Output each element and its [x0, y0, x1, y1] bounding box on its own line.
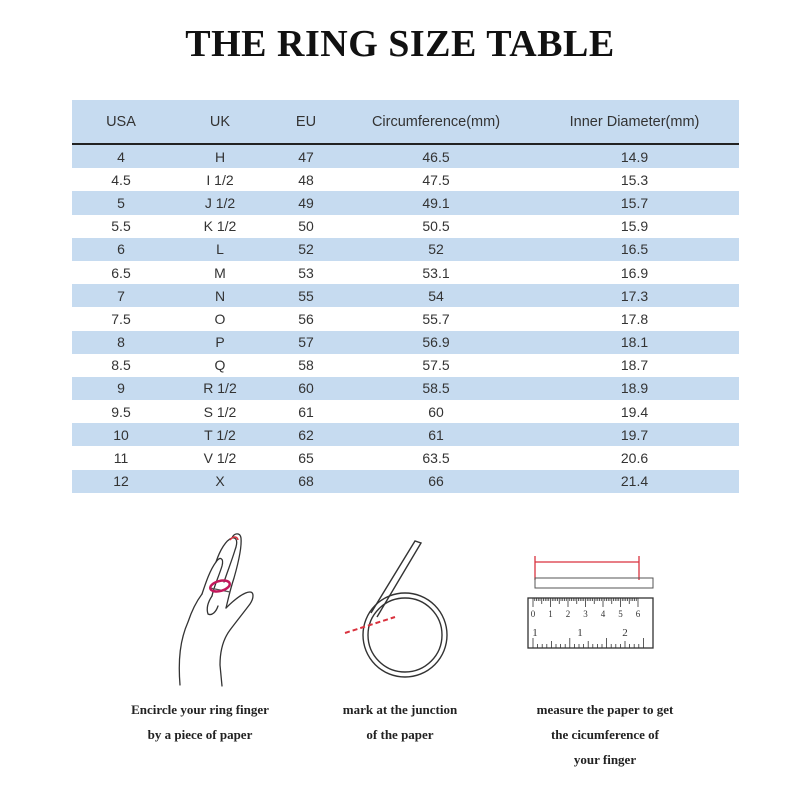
cell-usa: 8 [72, 331, 170, 354]
cell-inner-diameter: 14.9 [530, 144, 739, 168]
cell-circumference: 52 [342, 238, 530, 261]
cell-circumference: 46.5 [342, 144, 530, 168]
ruler-small-number: 1 [548, 609, 553, 619]
cell-usa: 8.5 [111, 357, 131, 374]
step1-line1: Encircle your ring finger [131, 702, 269, 717]
cell-inner-diameter: 19.4 [620, 403, 649, 420]
step1-caption [100, 697, 300, 747]
table-row [72, 446, 739, 469]
cell-inner-diameter: 16.9 [620, 264, 649, 281]
header-circumference: Circumference(mm) [342, 100, 530, 144]
cell-usa: 9.5 [111, 403, 131, 420]
table-row [72, 354, 739, 377]
hand-finger-icon [150, 530, 280, 690]
cell-eu: 61 [298, 403, 314, 420]
table-body [72, 144, 739, 493]
cell-circumference: 56.9 [342, 331, 530, 354]
ruler-large-number: 1 [532, 627, 538, 639]
cell-usa: 7 [72, 284, 170, 307]
table-row [72, 215, 739, 238]
step3-caption [500, 697, 710, 772]
table-row [72, 470, 739, 493]
cell-circumference: 66 [342, 470, 530, 493]
cell-inner-diameter: 15.7 [530, 191, 739, 214]
table-row [72, 284, 739, 307]
cell-eu: 65 [298, 450, 314, 467]
ruler-small-number: 0 [530, 609, 536, 619]
step3-line2: the cicumference of [550, 727, 660, 742]
cell-inner-diameter: 18.1 [530, 331, 739, 354]
step2-line2: of the paper [366, 727, 434, 742]
cell-uk: J 1/2 [170, 191, 270, 214]
table-header-row [72, 100, 739, 144]
cell-usa: 11 [113, 450, 129, 467]
cell-uk: I 1/2 [206, 171, 234, 188]
cell-circumference: 47.5 [422, 171, 450, 188]
cell-eu: 57 [270, 331, 342, 354]
cell-eu: 60 [270, 377, 342, 400]
cell-circumference: 54 [342, 284, 530, 307]
cell-circumference: 50.5 [422, 218, 450, 235]
table-row [72, 423, 739, 446]
cell-eu: 52 [270, 238, 342, 261]
ruler-small-number: 2 [565, 609, 571, 619]
cell-inner-diameter: 21.4 [530, 470, 739, 493]
header-usa: USA [72, 100, 170, 144]
cell-uk: M [214, 264, 226, 281]
cell-uk: S 1/2 [203, 403, 237, 420]
step3-line1: measure the paper to get [536, 702, 674, 717]
cell-eu: 49 [270, 191, 342, 214]
cell-usa: 5 [72, 191, 170, 214]
cell-uk: X [170, 470, 270, 493]
ring-size-table-container [72, 100, 739, 493]
cell-eu: 48 [298, 171, 314, 188]
cell-circumference: 49.1 [342, 191, 530, 214]
cell-usa: 6 [72, 238, 170, 261]
cell-uk: N [170, 284, 270, 307]
cell-inner-diameter: 15.9 [620, 218, 649, 235]
cell-eu: 56 [298, 310, 314, 327]
step1-line2: by a piece of paper [147, 727, 253, 742]
cell-inner-diameter: 20.6 [620, 450, 649, 467]
cell-usa: 6.5 [111, 264, 131, 281]
cell-eu: 58 [298, 357, 314, 374]
cell-circumference: 61 [342, 423, 530, 446]
step3-line3: your finger [573, 752, 637, 767]
table-row [72, 168, 739, 191]
table-row [72, 191, 739, 214]
cell-eu: 62 [270, 423, 342, 446]
cell-inner-diameter: 18.9 [530, 377, 739, 400]
step2-caption [305, 697, 495, 747]
page-title: THE RING SIZE TABLE [185, 23, 615, 65]
cell-uk: K 1/2 [203, 218, 237, 235]
cell-circumference: 60 [428, 403, 444, 420]
cell-uk: L [170, 238, 270, 261]
table-row [72, 144, 739, 168]
table-row [72, 238, 739, 261]
cell-eu: 68 [270, 470, 342, 493]
table-row [72, 400, 739, 423]
ruler-large-number: 2 [622, 627, 628, 639]
cell-eu: 50 [298, 218, 314, 235]
cell-usa: 9 [72, 377, 170, 400]
cell-uk: H [170, 144, 270, 168]
cell-inner-diameter: 17.8 [620, 310, 649, 327]
ring-size-table [72, 100, 739, 493]
cell-uk: Q [214, 357, 226, 374]
ruler-small-number: 6 [635, 609, 641, 619]
cell-usa: 4 [72, 144, 170, 168]
cell-usa: 7.5 [111, 310, 131, 327]
header-eu: EU [270, 100, 342, 144]
ruler-large-number: 1 [577, 627, 583, 639]
ruler-small-number: 4 [600, 609, 606, 619]
table-row [72, 377, 739, 400]
cell-inner-diameter: 19.7 [530, 423, 739, 446]
cell-inner-diameter: 18.7 [620, 357, 649, 374]
paper-loop-icon [335, 535, 465, 685]
ruler-small-number: 5 [618, 609, 623, 619]
header-inner-diameter: Inner Diameter(mm) [530, 100, 739, 144]
table-row [72, 331, 739, 354]
table-row [72, 307, 739, 330]
cell-usa: 10 [72, 423, 170, 446]
header-uk: UK [170, 100, 270, 144]
cell-eu: 47 [270, 144, 342, 168]
cell-usa: 4.5 [111, 171, 131, 188]
cell-circumference: 53.1 [422, 264, 450, 281]
cell-usa: 5.5 [111, 218, 131, 235]
cell-circumference: 55.7 [422, 310, 450, 327]
cell-uk: O [214, 310, 226, 327]
ruler-measure-icon [525, 550, 655, 655]
cell-eu: 53 [298, 264, 314, 281]
cell-inner-diameter: 15.3 [620, 171, 649, 188]
cell-uk: V 1/2 [203, 450, 237, 467]
cell-circumference: 63.5 [422, 450, 450, 467]
cell-eu: 55 [270, 284, 342, 307]
step2-line1: mark at the junction [342, 702, 458, 717]
cell-usa: 12 [72, 470, 170, 493]
table-row [72, 261, 739, 284]
cell-uk: P [170, 331, 270, 354]
cell-inner-diameter: 16.5 [530, 238, 739, 261]
cell-inner-diameter: 17.3 [530, 284, 739, 307]
ruler-small-number: 3 [583, 609, 588, 619]
cell-circumference: 57.5 [422, 357, 450, 374]
cell-uk: T 1/2 [170, 423, 270, 446]
cell-circumference: 58.5 [342, 377, 530, 400]
cell-uk: R 1/2 [170, 377, 270, 400]
